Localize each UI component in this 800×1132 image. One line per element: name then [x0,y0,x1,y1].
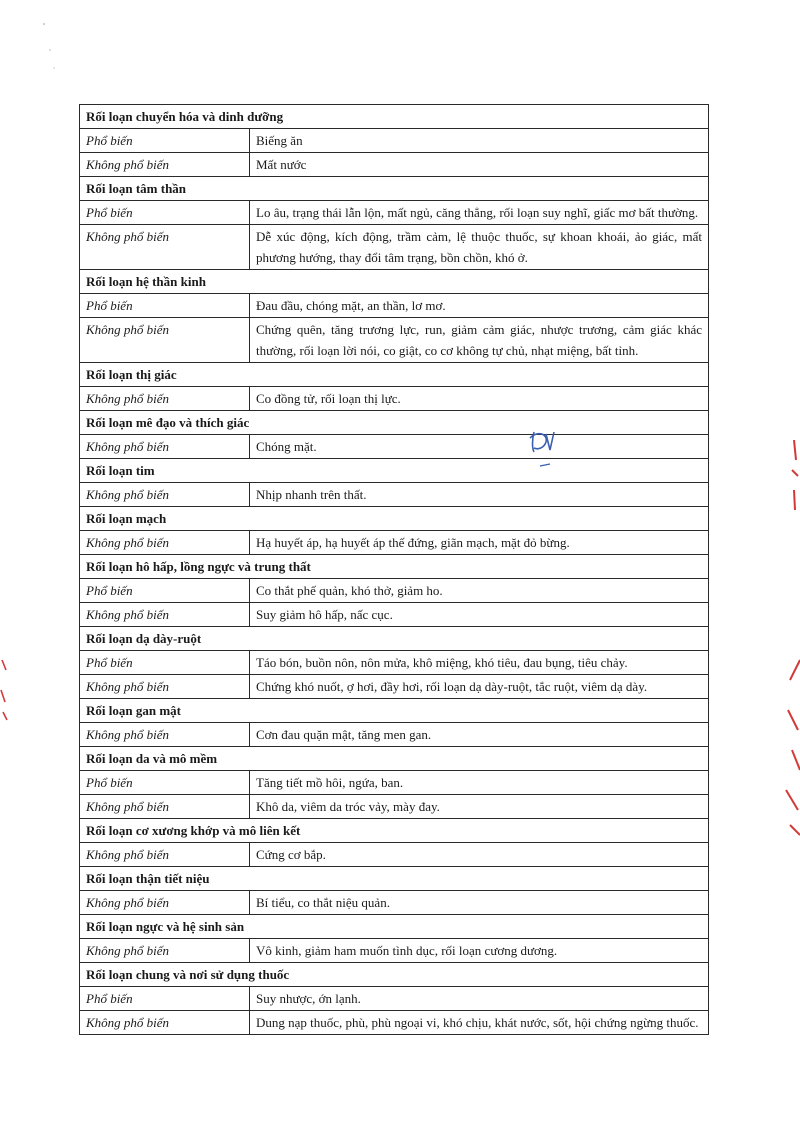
section-title: Rối loạn dạ dày-ruột [80,627,709,651]
frequency-cell: Phổ biến [80,129,250,153]
table-row [80,318,709,363]
frequency-cell: Không phổ biến [80,225,250,270]
frequency-cell: Không phổ biến [80,843,250,867]
table-row [80,531,709,555]
effects-cell: Dung nạp thuốc, phù, phù ngoại vi, khó chịu, khát nước, sốt, hội chứng ngừng thuốc. [250,1011,709,1035]
frequency-cell: Phổ biến [80,579,250,603]
stamp-edge-mark-left [0,650,10,730]
frequency-cell: Không phổ biến [80,795,250,819]
section-row [80,507,709,531]
section-title: Rối loạn cơ xương khớp và mô liên kết [80,819,709,843]
section-title: Rối loạn hô hấp, lồng ngực và trung thất [80,555,709,579]
table-row [80,843,709,867]
effects-cell: Hạ huyết áp, hạ huyết áp thế đứng, giãn mạch, mặt đỏ bừng. [250,531,709,555]
table-row [80,579,709,603]
scan-artifact [40,20,60,80]
effects-cell: Mất nước [250,153,709,177]
frequency-cell: Không phổ biến [80,387,250,411]
section-title: Rối loạn ngực và hệ sinh sản [80,915,709,939]
effects-cell: Suy giảm hô hấp, nấc cục. [250,603,709,627]
table-row [80,675,709,699]
section-row [80,459,709,483]
effects-cell: Chứng khó nuốt, ợ hơi, đầy hơi, rối loạn dạ dày-ruột, tắc ruột, viêm dạ dày. [250,675,709,699]
section-row [80,105,709,129]
effects-cell: Biếng ăn [250,129,709,153]
frequency-cell: Phổ biến [80,651,250,675]
effects-cell: Chóng mặt. [250,435,709,459]
table-row [80,435,709,459]
table-row [80,129,709,153]
section-row [80,819,709,843]
section-row [80,627,709,651]
section-title: Rối loạn hệ thần kinh [80,270,709,294]
effects-cell: Chứng quên, tăng trương lực, run, giảm cảm giác, nhược trương, cảm giác khác thường, rối loạn lời nói, co giật, co cơ không tự chủ, nhạt miệng, bất tỉnh. [250,318,709,363]
section-row [80,270,709,294]
effects-cell: Vô kinh, giảm ham muốn tình dục, rối loạn cương dương. [250,939,709,963]
section-row [80,411,709,435]
table-row [80,387,709,411]
table-row [80,795,709,819]
frequency-cell: Không phổ biến [80,435,250,459]
section-title: Rối loạn chung và nơi sử dụng thuốc [80,963,709,987]
section-title: Rối loạn tâm thần [80,177,709,201]
table-body [80,105,709,1035]
effects-cell: Suy nhược, ớn lạnh. [250,987,709,1011]
effects-cell: Cơn đau quặn mật, tăng men gan. [250,723,709,747]
section-row [80,747,709,771]
adverse-effects-table [79,104,709,1035]
effects-cell: Bí tiểu, co thắt niệu quản. [250,891,709,915]
table-row [80,939,709,963]
frequency-cell: Không phổ biến [80,939,250,963]
effects-cell: Tăng tiết mồ hôi, ngứa, ban. [250,771,709,795]
section-title: Rối loạn thận tiết niệu [80,867,709,891]
effects-cell: Cứng cơ bắp. [250,843,709,867]
frequency-cell: Không phổ biến [80,318,250,363]
section-row [80,177,709,201]
frequency-cell: Phổ biến [80,771,250,795]
frequency-cell: Phổ biến [80,201,250,225]
effects-cell: Nhịp nhanh trên thất. [250,483,709,507]
frequency-cell: Không phổ biến [80,891,250,915]
effects-cell: Co thắt phế quản, khó thở, giảm ho. [250,579,709,603]
effects-cell: Táo bón, buồn nôn, nôn mửa, khô miệng, khó tiêu, đau bụng, tiêu chảy. [250,651,709,675]
table-row [80,294,709,318]
frequency-cell: Không phổ biến [80,483,250,507]
section-row [80,555,709,579]
section-title: Rối loạn mạch [80,507,709,531]
section-title: Rối loạn mê đạo và thích giác [80,411,709,435]
table-row [80,987,709,1011]
effects-cell: Đau đầu, chóng mặt, an thần, lơ mơ. [250,294,709,318]
section-title: Rối loạn da và mô mềm [80,747,709,771]
section-title: Rối loạn chuyển hóa và dinh dưỡng [80,105,709,129]
table-row [80,201,709,225]
section-row [80,699,709,723]
effects-cell: Co đồng tử, rối loạn thị lực. [250,387,709,411]
table-row [80,891,709,915]
effects-cell: Khô da, viêm da tróc vảy, mày đay. [250,795,709,819]
section-row [80,963,709,987]
table-row [80,603,709,627]
effects-cell: Dễ xúc động, kích động, trầm cảm, lệ thuộc thuốc, sự khoan khoái, ảo giác, mất phương hướng, thay đổi tâm trạng, bồn chồn, khó ở. [250,225,709,270]
section-title: Rối loạn thị giác [80,363,709,387]
frequency-cell: Không phổ biến [80,675,250,699]
frequency-cell: Không phổ biến [80,603,250,627]
table-row [80,723,709,747]
table-row [80,153,709,177]
table-row [80,1011,709,1035]
section-row [80,867,709,891]
frequency-cell: Phổ biến [80,294,250,318]
frequency-cell: Không phổ biến [80,531,250,555]
handwritten-mark [524,428,564,472]
frequency-cell: Phổ biến [80,987,250,1011]
frequency-cell: Không phổ biến [80,1011,250,1035]
stamp-edge-mark [780,430,800,850]
effects-cell: Lo âu, trạng thái lẫn lộn, mất ngủ, căng thẳng, rối loạn suy nghĩ, giấc mơ bất thường. [250,201,709,225]
section-row [80,915,709,939]
section-row [80,363,709,387]
table-row [80,225,709,270]
table-row [80,771,709,795]
frequency-cell: Không phổ biến [80,153,250,177]
section-title: Rối loạn tim [80,459,709,483]
section-title: Rối loạn gan mật [80,699,709,723]
frequency-cell: Không phổ biến [80,723,250,747]
table-row [80,483,709,507]
table-row [80,651,709,675]
